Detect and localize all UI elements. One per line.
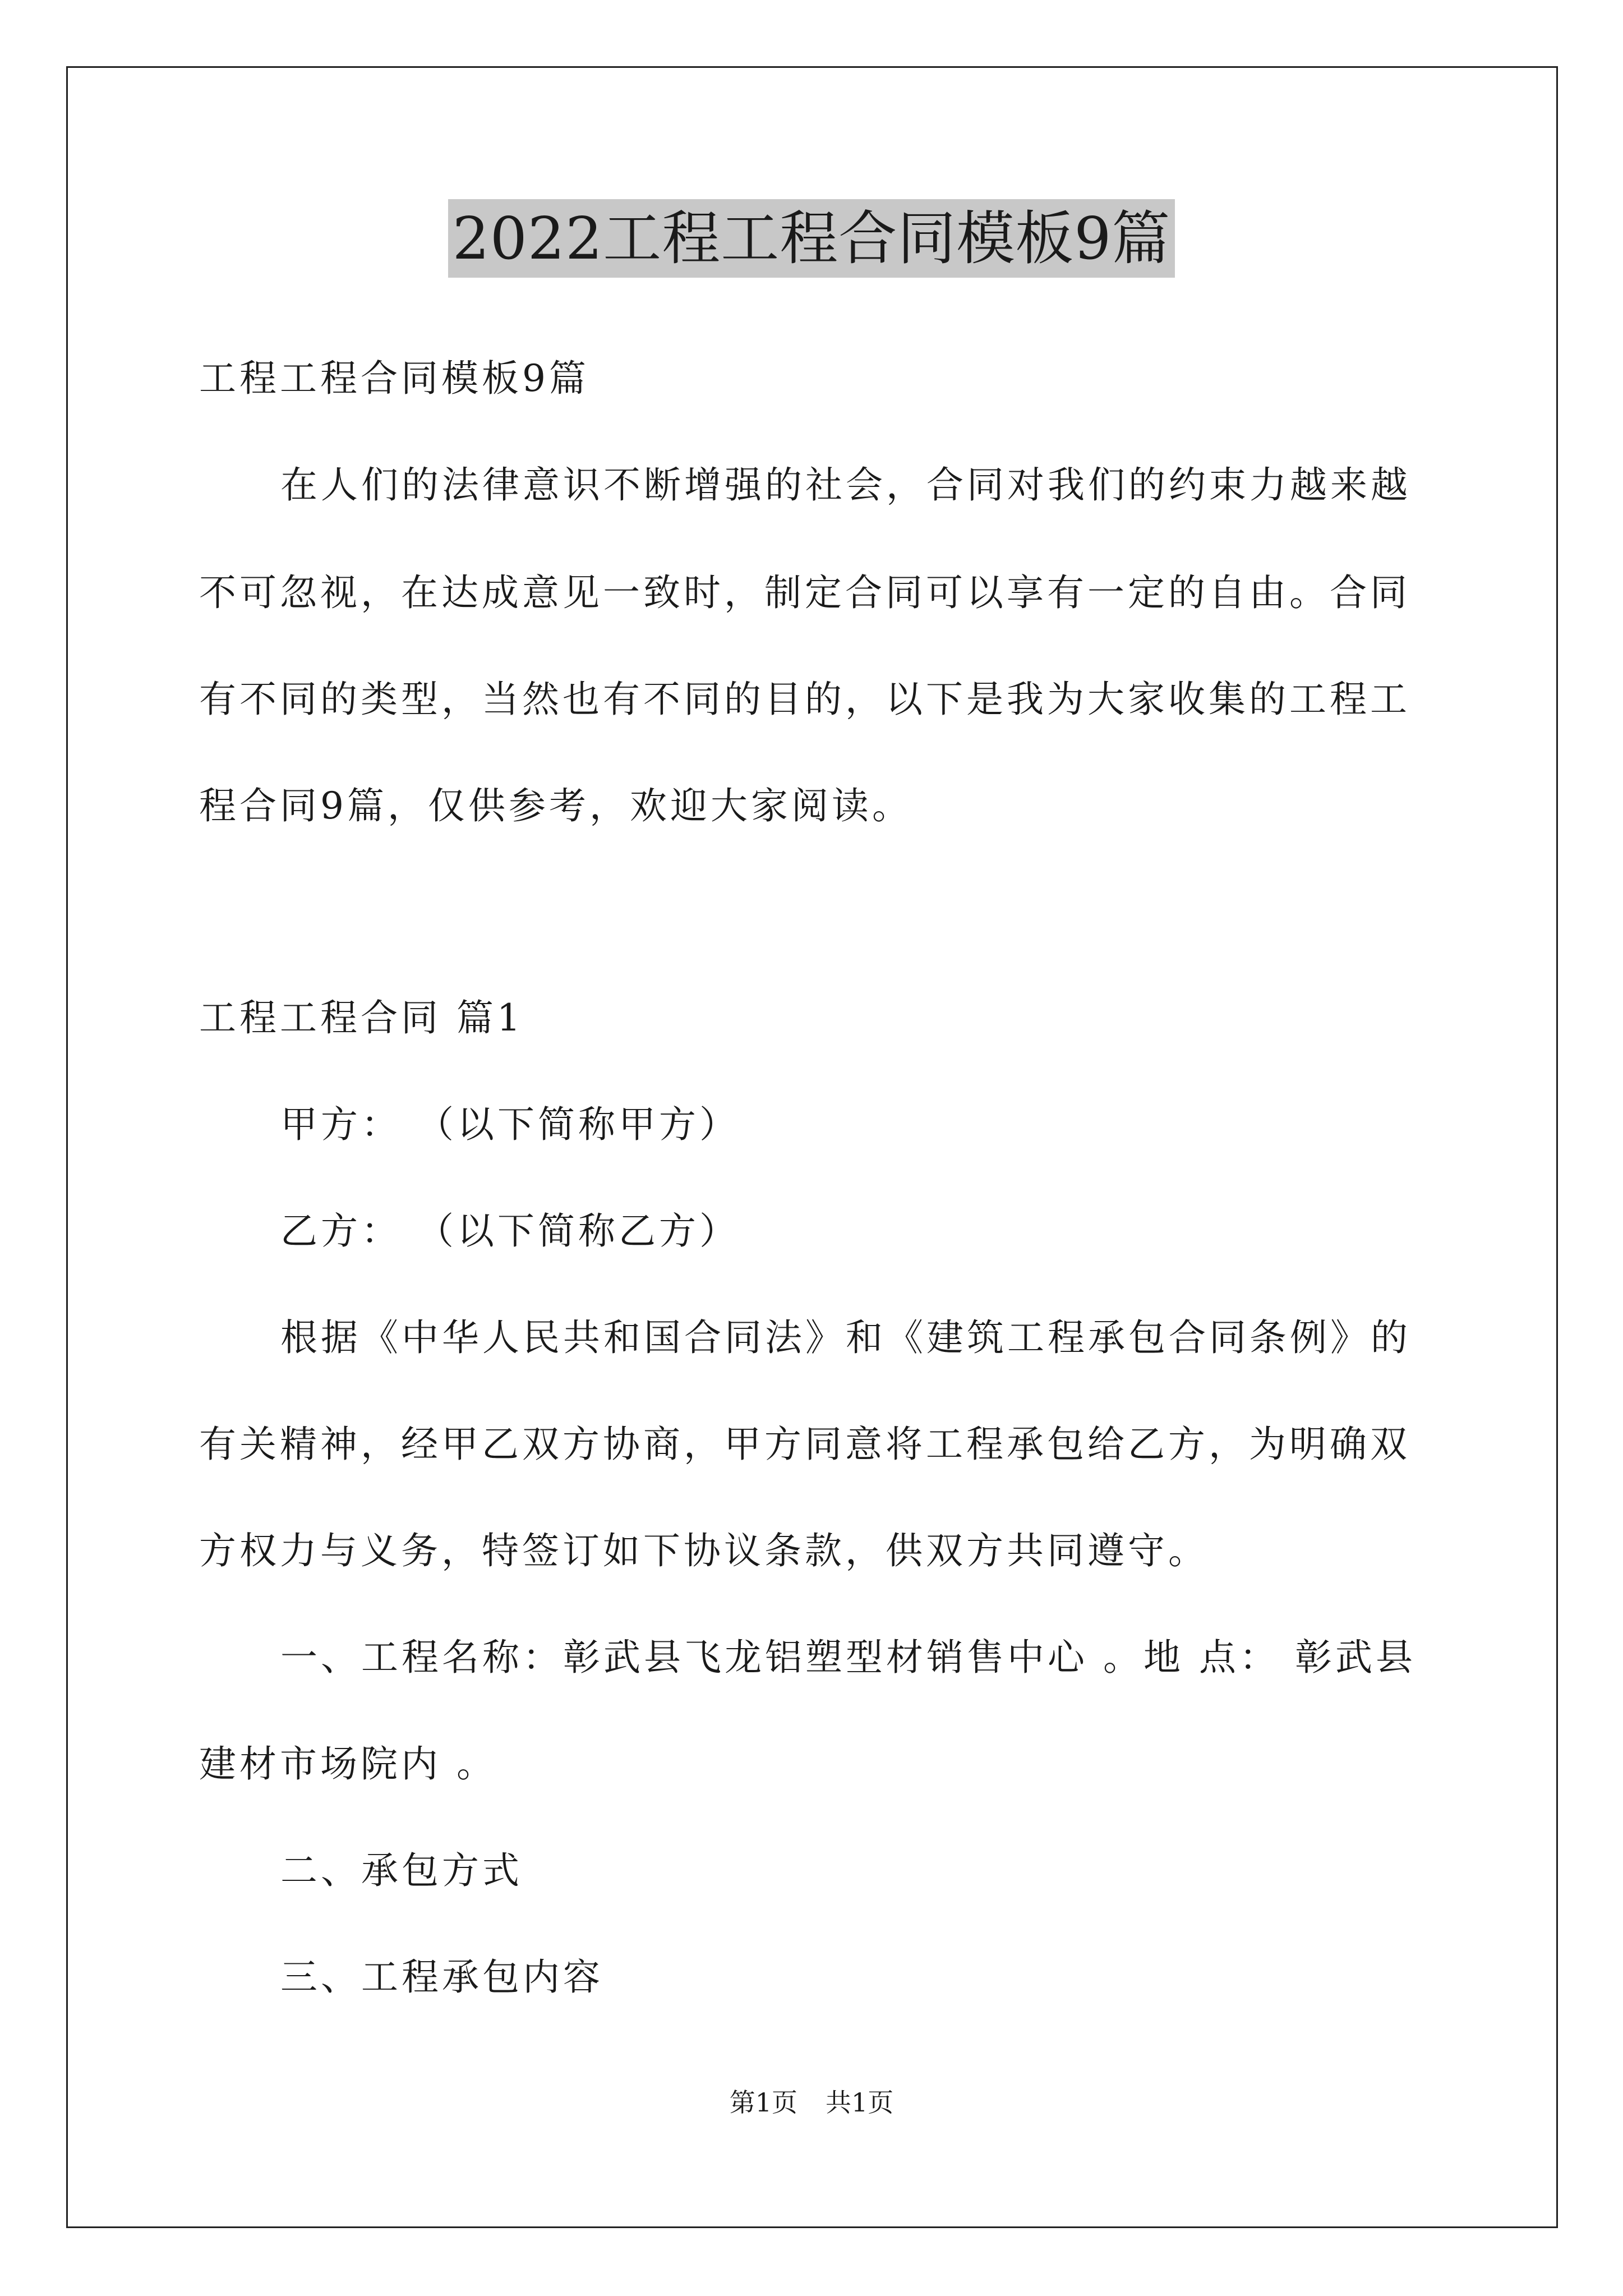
section-heading: 工程工程合同 篇1 [199,996,524,1039]
title-container [0,199,1623,278]
document-title: 2022工程工程合同模板9篇 [448,199,1175,278]
clause-2-line: 二、承包方式 [280,1849,523,1892]
basis-line-2: 有关精神，经甲乙双方协商，甲方同意将工程承包给乙方，为明确双 [199,1423,1410,1466]
page-footer [0,2086,1623,2119]
basis-line-3: 方权力与义务，特签订如下协议条款，供双方共同遵守。 [199,1529,1209,1572]
page-total: 共1页 [826,2087,894,2118]
party-b-line: 乙方： （以下简称乙方） [280,1209,740,1253]
clause-1-line-2: 建材市场院内 。 [199,1742,497,1786]
intro-line-1: 在人们的法律意识不断增强的社会，合同对我们的约束力越来越 [280,463,1411,507]
basis-line-1: 根据《中华人民共和国合同法》和《建筑工程承包合同条例》的 [280,1316,1411,1359]
clause-3-line: 三、工程承包内容 [280,1955,603,1999]
clause-1-line-1: 一、工程名称：彰武县飞龙铝塑型材销售中心 。地 点： 彰武县 [280,1636,1416,1679]
intro-line-4: 程合同9篇，仅供参考，欢迎大家阅读。 [199,784,912,827]
subtitle-line: 工程工程合同模板9篇 [199,357,589,400]
page-current: 第1页 [729,2087,797,2118]
intro-line-2: 不可忽视，在达成意见一致时，制定合同可以享有一定的自由。合同 [199,571,1410,614]
intro-line-3: 有不同的类型，当然也有不同的目的，以下是我为大家收集的工程工 [199,678,1410,721]
party-a-line: 甲方： （以下简称甲方） [280,1103,740,1146]
